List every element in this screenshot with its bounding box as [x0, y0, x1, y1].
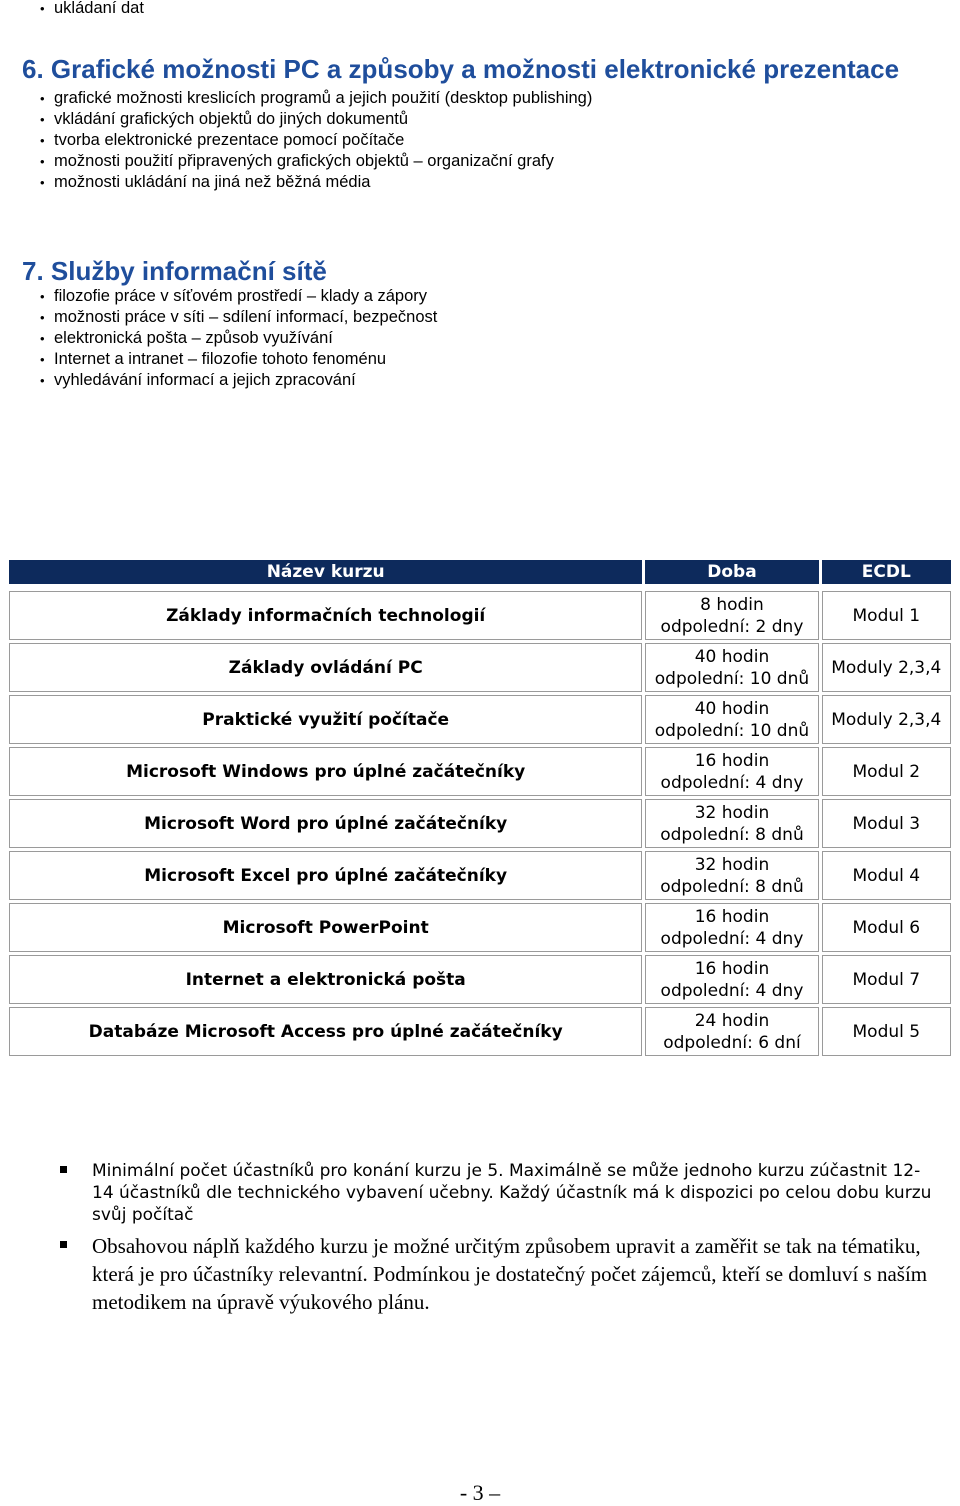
course-ecdl: Modul 2 [822, 747, 951, 796]
section-6 [22, 54, 922, 193]
course-name: Microsoft PowerPoint [9, 903, 642, 952]
table-row [9, 695, 951, 744]
duration-days: odpolední: 4 dny [660, 980, 804, 1001]
course-ecdl: Modul 4 [822, 851, 951, 900]
duration-days: odpolední: 4 dny [660, 928, 804, 949]
header-course-name: Název kurzu [9, 560, 642, 584]
duration-hours: 16 hodin [694, 958, 770, 979]
course-ecdl: Modul 6 [822, 903, 951, 952]
course-name: Databáze Microsoft Access pro úplné začátečníky [9, 1007, 642, 1056]
duration-hours: 16 hodin [694, 906, 770, 927]
table-row [9, 903, 951, 952]
table-row [9, 799, 951, 848]
course-name: Základy ovládání PC [9, 643, 642, 692]
list-item: • vyhledávání informací a jejich zpracování [40, 370, 922, 391]
course-ecdl: Modul 5 [822, 1007, 951, 1056]
course-duration [645, 955, 818, 1004]
list-item: • ukládaní dat [40, 0, 144, 19]
list-item: • elektronická pošta – způsob využívání [40, 328, 922, 349]
course-name: Microsoft Word pro úplné začátečníky [9, 799, 642, 848]
course-duration [645, 591, 818, 640]
continued-list [40, 0, 144, 19]
notes-list [60, 1160, 940, 1316]
header-ecdl: ECDL [822, 560, 951, 584]
course-duration [645, 799, 818, 848]
table-row [9, 851, 951, 900]
list-item: • vkládání grafických objektů do jiných dokumentů [40, 109, 922, 130]
duration-hours: 8 hodin [700, 594, 764, 615]
list-item: • možnosti použití připravených grafických objektů – organizační grafy [40, 151, 922, 172]
header-duration: Doba [645, 560, 818, 584]
course-duration [645, 851, 818, 900]
course-name: Základy informačních technologií [9, 591, 642, 640]
note-participants: Minimální počet účastníků pro konání kurzu je 5. Maximálně se může jednoho kurzu zúčastnit 12-14 účastníků dle technického vybavení učebny. Každý účastník má k dispozici po celou dobu kurzu svůj počítač [60, 1160, 940, 1226]
table-row [9, 1007, 951, 1056]
course-duration [645, 695, 818, 744]
course-ecdl: Modul 1 [822, 591, 951, 640]
section-7-list [40, 286, 922, 391]
list-item: • Internet a intranet – filozofie tohoto fenoménu [40, 349, 922, 370]
list-item: • možnosti ukládání na jiná než běžná média [40, 172, 922, 193]
list-item: • filozofie práce v síťovém prostředí – klady a zápory [40, 286, 922, 307]
duration-days: odpolední: 8 dnů [660, 876, 804, 897]
table-header-row [9, 560, 951, 584]
course-duration [645, 903, 818, 952]
table-row [9, 747, 951, 796]
duration-days: odpolední: 2 dny [660, 616, 804, 637]
duration-days: odpolední: 4 dny [660, 772, 804, 793]
section-6-list [40, 88, 922, 193]
course-ecdl: Modul 3 [822, 799, 951, 848]
list-item: • možnosti práce v síti – sdílení informací, bezpečnost [40, 307, 922, 328]
duration-days: odpolední: 6 dní [663, 1032, 801, 1053]
table-row [9, 643, 951, 692]
duration-hours: 32 hodin [694, 802, 770, 823]
duration-hours: 32 hodin [694, 854, 770, 875]
list-item: • tvorba elektronické prezentace pomocí počítače [40, 130, 922, 151]
list-item: • grafické možnosti kreslicích programů a jejich použití (desktop publishing) [40, 88, 922, 109]
course-duration [645, 747, 818, 796]
table-row [9, 591, 951, 640]
duration-days: odpolední: 10 dnů [654, 668, 810, 689]
course-ecdl: Modul 7 [822, 955, 951, 1004]
course-duration [645, 1007, 818, 1056]
section-6-title: 6. Grafické možnosti PC a způsoby a možnosti elektronické prezentace [22, 54, 900, 84]
duration-hours: 40 hodin [694, 698, 770, 719]
course-ecdl: Moduly 2,3,4 [822, 643, 951, 692]
section-7 [22, 256, 922, 391]
course-table [6, 557, 954, 1059]
page-number: - 3 – [459, 1480, 501, 1505]
course-name: Microsoft Excel pro úplné začátečníky [9, 851, 642, 900]
course-name: Praktické využití počítače [9, 695, 642, 744]
duration-days: odpolední: 8 dnů [660, 824, 804, 845]
note-content: Obsahovou náplň každého kurzu je možné určitým způsobem upravit a zaměřit se tak na tématiku, která je pro účastníky relevantní. Podmínkou je dostatečný počet zájemců, kteří se domluví s naším metodikem na úpravě výukového plánu. [60, 1232, 940, 1316]
table-row [9, 955, 951, 1004]
duration-hours: 24 hodin [694, 1010, 770, 1031]
course-name: Internet a elektronická pošta [9, 955, 642, 1004]
course-name: Microsoft Windows pro úplné začátečníky [9, 747, 642, 796]
course-duration [645, 643, 818, 692]
duration-days: odpolední: 10 dnů [654, 720, 810, 741]
duration-hours: 40 hodin [694, 646, 770, 667]
course-ecdl: Moduly 2,3,4 [822, 695, 951, 744]
duration-hours: 16 hodin [694, 750, 770, 771]
section-7-title: 7. Služby informační sítě [22, 256, 327, 286]
